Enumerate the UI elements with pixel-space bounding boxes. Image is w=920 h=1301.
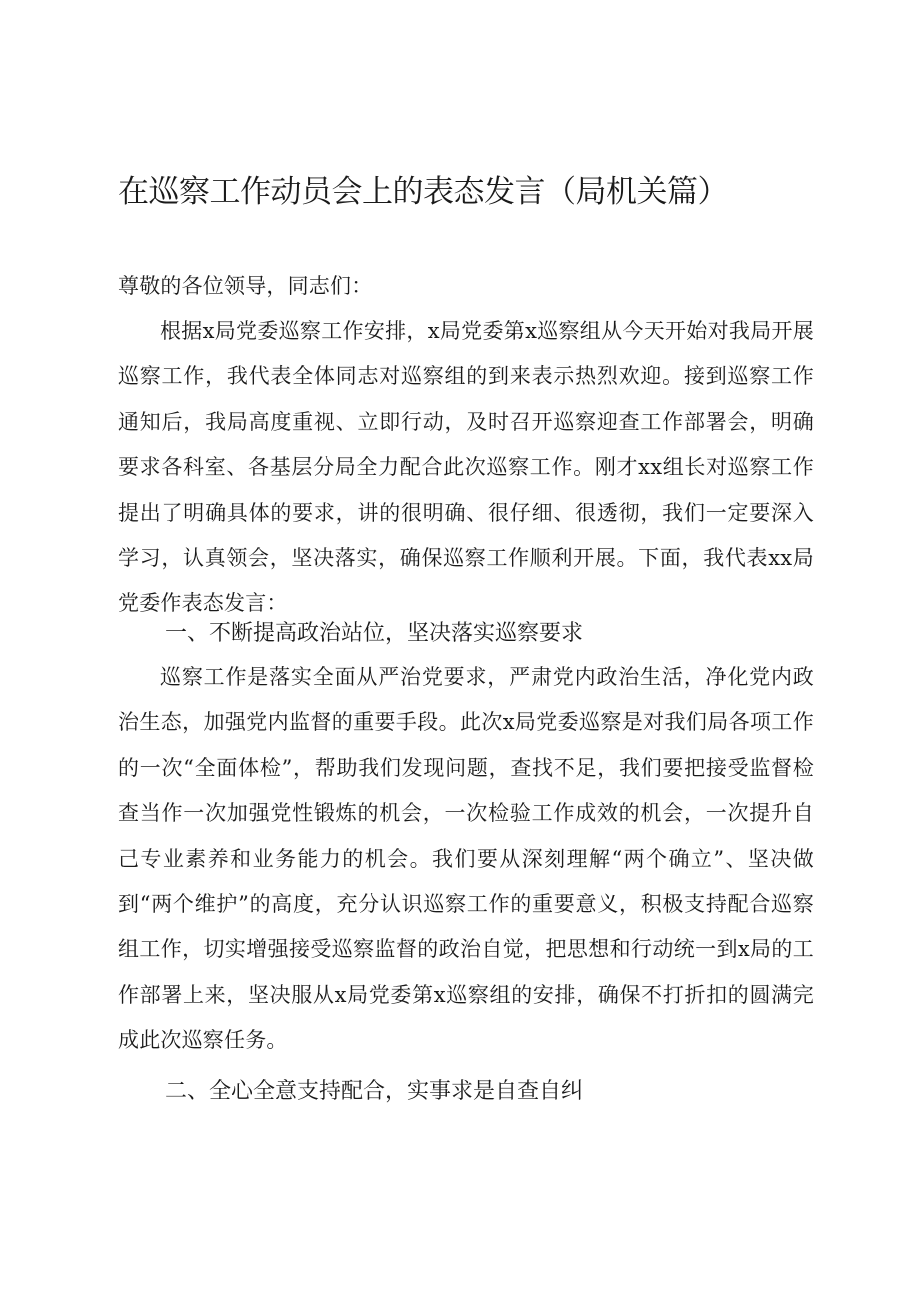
section-heading-1: 一、不断提高政治站位，坚决落实巡察要求 [165, 621, 584, 646]
paragraph-section-1: 巡察工作是落实全面从严治党要求，严肃党内政治生活，净化党内政治生态，加强党内监督的重要手段。此次x局党委巡察是对我们局各项工作的一次“全面体检”，帮助我们发现问题，查找不足，我们要把接受监督检查当作一次加强党性锻炼的机会，一次检验工作成效的机会，一次提升自己专业素养和业务能力的机会。我们要从深刻理解“两个确立”、坚决做到“两个维护”的高度，充分认识巡察工作的重要意义，积极支持配合巡察组工作，切实增强接受巡察监督的政治自觉，把思想和行动统一到x局的工作部署上来，坚决服从x局党委第x巡察组的安排，确保不打折扣的圆满完成此次巡察任务。 [118, 665, 814, 1053]
section-heading-2: 二、全心全意支持配合，实事求是自查自纠 [165, 1079, 584, 1104]
document-title: 在巡察工作动员会上的表态发言（局机关篇） [118, 174, 728, 210]
salutation: 尊敬的各位领导，同志们： [118, 274, 373, 298]
paragraph-intro: 根据x局党委巡察工作安排，x局党委第x巡察组从今天开始对我局开展巡察工作，我代表全体同志对巡察组的到来表示热烈欢迎。接到巡察工作通知后，我局高度重视、立即行动，及时召开巡察迎查工作部署会，明确要求各科室、各基层分局全力配合此次巡察工作。刚才xx组长对巡察工作提出了明确具体的要求，讲的很明确、很仔细、很透彻，我们一定要深入学习，认真领会，坚决落实，确保巡察工作顺利开展。下面，我代表xx局党委作表态发言： [118, 319, 814, 616]
